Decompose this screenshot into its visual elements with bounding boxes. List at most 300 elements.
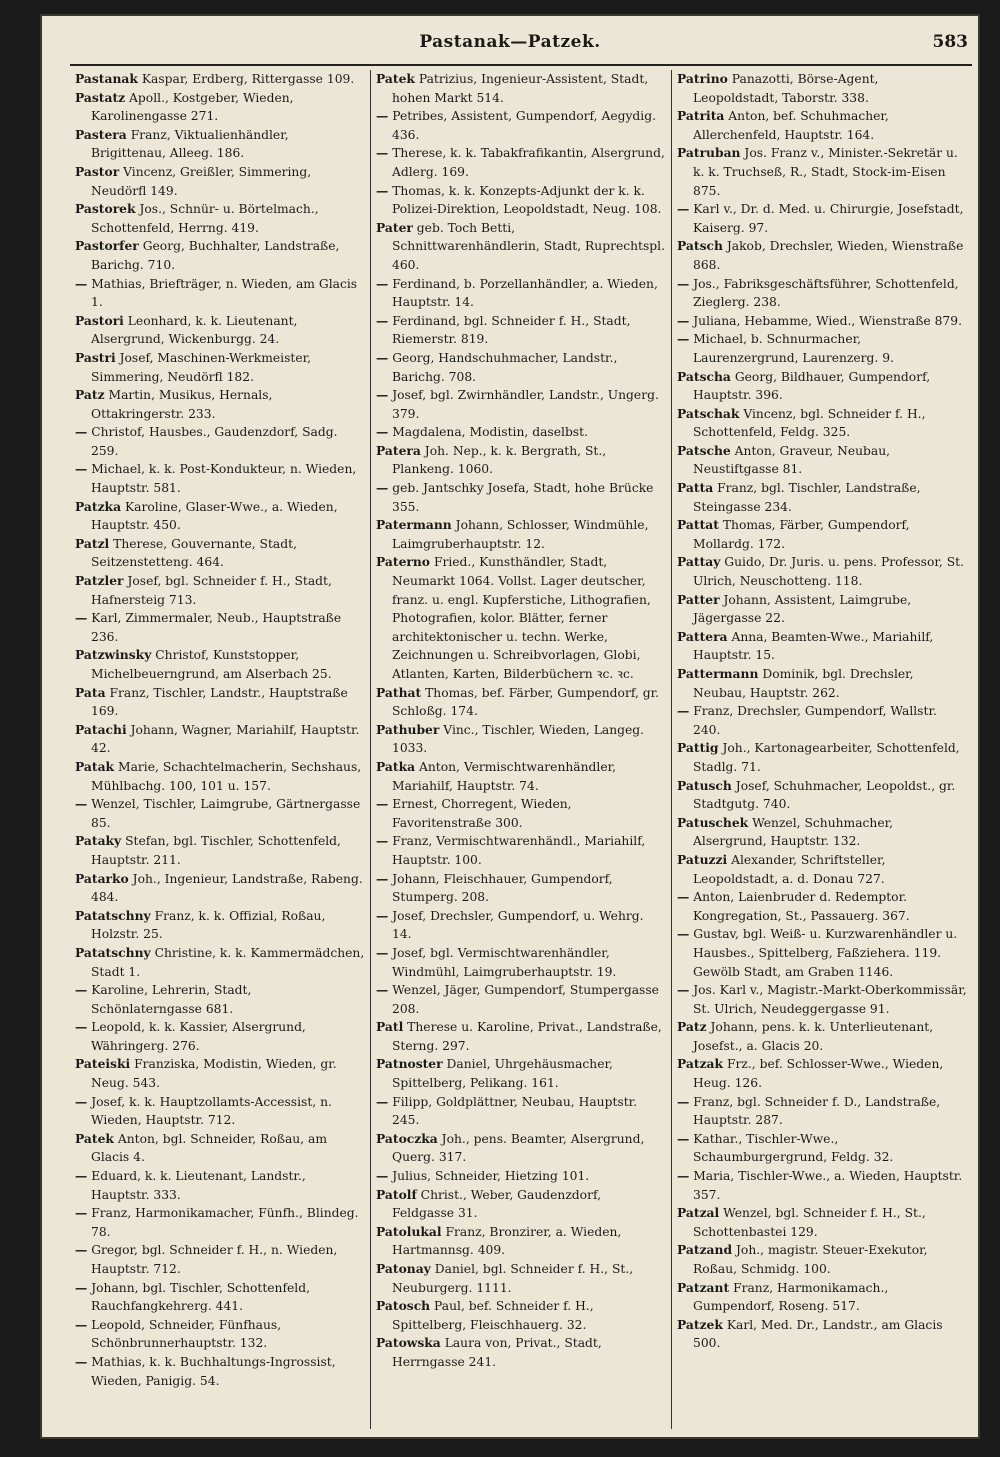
entry-details: Christ., Weber, Gaudenzdorf, Feldgasse 31. bbox=[392, 1187, 601, 1221]
entry-surname: Pathuber bbox=[376, 721, 440, 737]
entry-surname: Pastori bbox=[75, 312, 124, 328]
entry-details: Georg, Handschuhmacher, Landstr., Barichg. 708. bbox=[392, 350, 618, 384]
entry-details: Daniel, Uhrgehäusmacher, Spittelberg, Pelikang. 161. bbox=[392, 1057, 613, 1091]
directory-entry bbox=[376, 553, 666, 683]
directory-entry bbox=[75, 70, 365, 89]
directory-entry bbox=[376, 107, 666, 144]
entry-details: Jos. Karl v., Magistr.-Markt-Oberkommissär, St. Ulrich, Neudeggergasse 91. bbox=[693, 983, 967, 1016]
directory-entry bbox=[677, 553, 967, 590]
directory-entry bbox=[75, 460, 365, 497]
column-2 bbox=[370, 70, 671, 1429]
entry-surname: Patscha bbox=[677, 368, 731, 384]
directory-entry bbox=[75, 1093, 365, 1130]
entry-details: Franz, Drechsler, Gumpendorf, Wallstr. 240. bbox=[693, 704, 937, 737]
entry-details: Therese, k. k. Tabakfrafikantin, Alsergrund, Adlerg. 169. bbox=[392, 146, 665, 179]
entry-surname: — bbox=[75, 1019, 88, 1035]
directory-entry bbox=[376, 1223, 666, 1260]
entry-details: Josef, bgl. Schneider f. H., Stadt, Hafnersteig 713. bbox=[91, 574, 332, 607]
entry-surname: — bbox=[677, 312, 690, 328]
directory-entry bbox=[677, 330, 967, 367]
entry-details: Juliana, Hebamme, Wied., Wienstraße 879. bbox=[693, 313, 962, 328]
entry-details: Karl v., Dr. d. Med. u. Chirurgie, Josefstadt, Kaiserg. 97. bbox=[693, 202, 964, 235]
directory-entry bbox=[75, 275, 365, 312]
entry-surname: — bbox=[677, 201, 690, 217]
entry-surname: Pater bbox=[376, 219, 413, 235]
entry-details: Vincenz, bgl. Schneider f. H., Schottenfeld, Feldg. 325. bbox=[693, 406, 926, 440]
directory-entry bbox=[75, 944, 365, 981]
entry-surname: Pattermann bbox=[677, 666, 759, 681]
entry-surname: Pattera bbox=[677, 628, 728, 644]
entry-surname: Patuschek bbox=[677, 814, 749, 830]
directory-entry bbox=[75, 1167, 365, 1204]
entry-surname: — bbox=[376, 312, 389, 328]
directory-entry bbox=[75, 1353, 365, 1390]
entry-surname: — bbox=[677, 275, 690, 291]
directory-entry bbox=[75, 312, 365, 349]
entry-details: Johann, bgl. Tischler, Schottenfeld, Rauchfangkehrerg. 441. bbox=[91, 1280, 311, 1314]
directory-entry bbox=[677, 665, 967, 702]
directory-entry bbox=[75, 795, 365, 832]
entry-surname: Patzak bbox=[677, 1056, 724, 1072]
entry-surname: Pastorek bbox=[75, 201, 136, 217]
entry-details: Maria, Tischler-Wwe., a. Wieden, Hauptstr. 357. bbox=[693, 1169, 963, 1202]
directory-entry bbox=[75, 423, 365, 460]
entry-surname: Patoczka bbox=[376, 1130, 438, 1146]
entry-details: Josef, Maschinen-Werkmeister, Simmering, Neudörfl 182. bbox=[91, 350, 312, 384]
directory-entry bbox=[677, 628, 967, 665]
entry-surname: — bbox=[376, 349, 389, 365]
directory-entry bbox=[376, 442, 666, 479]
directory-entry bbox=[677, 237, 967, 274]
directory-entry bbox=[75, 200, 365, 237]
entry-surname: — bbox=[677, 1093, 690, 1109]
entry-surname: — bbox=[376, 145, 389, 161]
entry-surname: Paterno bbox=[376, 554, 431, 570]
directory-entry bbox=[677, 1130, 967, 1167]
entry-details: Josef, Drechsler, Gumpendorf, u. Wehrg. 14. bbox=[392, 908, 644, 942]
entry-details: Josef, Schuhmacher, Leopoldst., gr. Stadtgutg. 740. bbox=[693, 778, 956, 812]
entry-surname: — bbox=[75, 1316, 88, 1332]
directory-entry bbox=[677, 739, 967, 776]
entry-surname: — bbox=[376, 182, 389, 198]
entry-details: Joh. Nep., k. k. Bergrath, St., Plankeng. 1060. bbox=[392, 443, 607, 477]
entry-details: Joh., magistr. Steuer-Exekutor, Roßau, Schmidg. 100. bbox=[693, 1243, 928, 1276]
directory-entry bbox=[75, 1316, 365, 1353]
entry-surname: — bbox=[376, 480, 389, 496]
directory-entry bbox=[75, 1055, 365, 1092]
directory-entry bbox=[75, 907, 365, 944]
entry-surname: — bbox=[376, 1168, 389, 1184]
entry-details: Therese, Gouvernante, Stadt, Seitzenstetteng. 464. bbox=[91, 536, 297, 570]
entry-details: Fried., Kunsthändler, Stadt, Neumarkt 1064. Vollst. Lager deutscher, franz. u. engl. Kupferstiche, Lithografien, Photografien, kolor. Blätter, ferner architektonischer u. techn. Werke, Zeichnungen u. Schreibvorlagen, Globi, Atlanten, Karten, Bilderbüchern ꝛc. ꝛc. bbox=[392, 555, 651, 681]
entry-surname: Pattig bbox=[677, 740, 719, 756]
entry-details: Franz, bgl. Schneider f. D., Landstraße, Hauptstr. 287. bbox=[693, 1094, 941, 1128]
entry-surname: — bbox=[677, 1168, 690, 1184]
directory-entry bbox=[75, 758, 365, 795]
entry-details: Leopold, Schneider, Fünfhaus, Schönbrunnerhauptstr. 132. bbox=[91, 1317, 282, 1351]
entry-surname: Patl bbox=[376, 1019, 404, 1035]
directory-entry bbox=[677, 702, 967, 739]
entry-details: Franz, k. k. Offizial, Roßau, Holzstr. 25. bbox=[91, 908, 326, 942]
directory-entry bbox=[677, 1204, 967, 1241]
entry-surname: Patermann bbox=[376, 517, 452, 533]
entry-surname: — bbox=[376, 907, 389, 923]
entry-details: Johann, Schlosser, Windmühle, Laimgruberhauptstr. 12. bbox=[392, 518, 649, 551]
entry-surname: Patka bbox=[376, 758, 416, 774]
entry-surname: — bbox=[75, 1242, 88, 1258]
entry-details: Thomas, Färber, Gumpendorf, Mollardg. 172. bbox=[693, 518, 910, 551]
entry-surname: Patolukal bbox=[376, 1223, 442, 1239]
entry-surname: — bbox=[376, 833, 389, 849]
directory-entry bbox=[677, 479, 967, 516]
directory-entry bbox=[677, 591, 967, 628]
directory-entry bbox=[75, 1204, 365, 1241]
directory-entry bbox=[75, 1018, 365, 1055]
entry-details: Josef, k. k. Hauptzollamts-Accessist, n. Wieden, Hauptstr. 712. bbox=[91, 1094, 332, 1128]
directory-entry bbox=[677, 925, 967, 981]
entry-surname: Patta bbox=[677, 480, 714, 496]
entry-surname: Patowska bbox=[376, 1335, 441, 1351]
entry-surname: Patsch bbox=[677, 238, 723, 254]
directory-entry bbox=[376, 144, 666, 181]
entry-details: Frz., bef. Schlosser-Wwe., Wieden, Heug. 126. bbox=[693, 1057, 944, 1091]
entry-surname: — bbox=[376, 275, 389, 291]
directory-entry bbox=[75, 721, 365, 758]
entry-surname: Patarko bbox=[75, 870, 129, 886]
entry-details: Karl, Med. Dr., Landstr., am Glacis 500. bbox=[693, 1317, 943, 1351]
entry-surname: Patruban bbox=[677, 145, 741, 161]
directory-entry bbox=[376, 1260, 666, 1297]
entry-details: Georg, Buchhalter, Landstraße, Barichg. 710. bbox=[91, 239, 340, 272]
directory-entry bbox=[677, 405, 967, 442]
header-rule bbox=[70, 64, 972, 66]
entry-details: geb. Jantschky Josefa, Stadt, hohe Brücke 355. bbox=[392, 481, 654, 514]
directory-entry bbox=[677, 981, 967, 1018]
entry-details: Paul, bef. Schneider f. H., Spittelberg, Fleischhauerg. 32. bbox=[392, 1299, 594, 1332]
entry-details: Joh., Ingenieur, Landstraße, Rabeng. 484. bbox=[91, 871, 363, 905]
directory-entry bbox=[677, 1018, 967, 1055]
directory-entry bbox=[376, 684, 666, 721]
directory-entry bbox=[677, 1241, 967, 1278]
entry-surname: Pattay bbox=[677, 554, 721, 570]
directory-entry bbox=[75, 1241, 365, 1278]
entry-surname: Patsche bbox=[677, 442, 731, 458]
entry-surname: Patuzzi bbox=[677, 851, 728, 867]
entry-surname: — bbox=[376, 424, 389, 440]
directory-entry bbox=[677, 275, 967, 312]
entry-details: Thomas, bef. Färber, Gumpendorf, gr. Schloßg. 174. bbox=[392, 685, 660, 719]
entry-surname: — bbox=[677, 926, 690, 942]
entry-surname: Patzal bbox=[677, 1205, 720, 1221]
page-header bbox=[40, 32, 980, 62]
entry-surname: Pathat bbox=[376, 684, 422, 700]
entry-details: Mathias, Briefträger, n. Wieden, am Glacis 1. bbox=[91, 276, 358, 310]
directory-entry bbox=[376, 832, 666, 869]
entry-surname: — bbox=[677, 982, 690, 998]
entry-details: Michael, b. Schnurmacher, Laurenzergrund, Laurenzerg. 9. bbox=[693, 332, 894, 365]
directory-entry bbox=[75, 870, 365, 907]
directory-entry bbox=[376, 944, 666, 981]
entry-surname: — bbox=[376, 944, 389, 960]
entry-surname: Patera bbox=[376, 442, 421, 458]
entry-details: Wenzel, Tischler, Laimgrube, Gärtnergasse 85. bbox=[91, 797, 361, 830]
entry-details: Martin, Musikus, Hernals, Ottakringerstr. 233. bbox=[91, 388, 273, 421]
directory-entry bbox=[75, 609, 365, 646]
entry-surname: Patolf bbox=[376, 1186, 417, 1202]
entry-surname: Patek bbox=[376, 71, 415, 86]
entry-details: Franz, Harmonikamacher, Fünfh., Blindeg. 78. bbox=[91, 1206, 359, 1239]
entry-surname: Pateiski bbox=[75, 1056, 131, 1072]
entry-details: Ferdinand, b. Porzellanhändler, a. Wieden, Hauptstr. 14. bbox=[392, 276, 658, 310]
directory-entry bbox=[75, 386, 365, 423]
directory-entry bbox=[376, 1334, 666, 1371]
entry-surname: Pastatz bbox=[75, 89, 126, 105]
entry-details: Petribes, Assistent, Gumpendorf, Aegydig. 436. bbox=[392, 109, 657, 142]
directory-entry bbox=[376, 70, 666, 107]
entry-details: Jos., Fabriksgeschäftsführer, Schottenfeld, Zieglerg. 238. bbox=[693, 276, 959, 310]
entry-details: Daniel, bgl. Schneider f. H., St., Neuburgerg. 1111. bbox=[392, 1262, 634, 1295]
directory-entry bbox=[376, 907, 666, 944]
directory-entry bbox=[376, 721, 666, 758]
entry-details: Julius, Schneider, Hietzing 101. bbox=[392, 1169, 590, 1184]
entry-surname: — bbox=[376, 108, 389, 124]
directory-entry bbox=[376, 312, 666, 349]
directory-columns bbox=[70, 70, 972, 1429]
entry-surname: — bbox=[376, 387, 389, 403]
directory-entry bbox=[376, 219, 666, 275]
entry-details: Apoll., Kostgeber, Wieden, Karolinengasse 271. bbox=[91, 90, 294, 124]
entry-surname: — bbox=[75, 1093, 88, 1109]
entry-surname: — bbox=[677, 1130, 690, 1146]
entry-surname: Patak bbox=[75, 758, 115, 774]
entry-surname: — bbox=[376, 982, 389, 998]
entry-surname: Patachi bbox=[75, 721, 127, 737]
entry-surname: Patosch bbox=[376, 1298, 431, 1314]
entry-surname: — bbox=[677, 331, 690, 347]
entry-details: Anna, Beamten-Wwe., Mariahilf, Hauptstr. 15. bbox=[693, 629, 934, 663]
directory-entry bbox=[677, 1167, 967, 1204]
entry-details: Karoline, Lehrerin, Stadt, Schönlaterngasse 681. bbox=[91, 983, 252, 1016]
directory-entry bbox=[75, 572, 365, 609]
directory-entry bbox=[75, 832, 365, 869]
column-3 bbox=[671, 70, 972, 1429]
entry-details: Franz, Vermischtwarenhändl., Mariahilf, Hauptstr. 100. bbox=[392, 834, 646, 867]
directory-entry bbox=[75, 646, 365, 683]
directory-entry bbox=[376, 423, 666, 442]
directory-entry bbox=[75, 535, 365, 572]
entry-details: Karl, Zimmermaler, Neub., Hauptstraße 236. bbox=[91, 611, 342, 644]
entry-details: Kaspar, Erdberg, Rittergasse 109. bbox=[141, 72, 355, 86]
entry-surname: — bbox=[75, 275, 88, 291]
directory-entry bbox=[75, 237, 365, 274]
directory-entry bbox=[677, 70, 967, 107]
entry-details: Kathar., Tischler-Wwe., Schaumburgergrund, Feldg. 32. bbox=[693, 1131, 894, 1165]
entry-surname: Pattat bbox=[677, 517, 719, 533]
entry-surname: — bbox=[75, 1279, 88, 1295]
directory-entry bbox=[376, 1093, 666, 1130]
entry-details: Joh., Kartonagearbeiter, Schottenfeld, Stadlg. 71. bbox=[693, 741, 960, 774]
entry-details: Franz, Viktualienhändler, Brigittenau, Alleeg. 186. bbox=[91, 127, 289, 161]
directory-entry bbox=[376, 1055, 666, 1092]
entry-surname: Patek bbox=[75, 1130, 114, 1146]
directory-entry bbox=[677, 1279, 967, 1316]
entry-surname: Patzant bbox=[677, 1279, 730, 1295]
running-head: Pastanak—Patzek. bbox=[419, 32, 601, 52]
entry-surname: Pataky bbox=[75, 833, 122, 849]
directory-entry bbox=[677, 368, 967, 405]
entry-details: Mathias, k. k. Buchhaltungs-Ingrossist, Wieden, Panigig. 54. bbox=[91, 1354, 336, 1388]
entry-details: Franz, Bronzirer, a. Wieden, Hartmannsg. 409. bbox=[392, 1224, 622, 1258]
entry-details: Christine, k. k. Kammermädchen, Stadt 1. bbox=[91, 945, 365, 979]
entry-surname: Patschak bbox=[677, 405, 740, 421]
directory-entry bbox=[376, 795, 666, 832]
entry-details: Jakob, Drechsler, Wieden, Wienstraße 868. bbox=[693, 239, 964, 272]
entry-details: Wenzel, Jäger, Gumpendorf, Stumpergasse 208. bbox=[392, 983, 659, 1016]
entry-details: Patrizius, Ingenieur-Assistent, Stadt, hohen Markt 514. bbox=[392, 72, 649, 105]
entry-surname: Patrino bbox=[677, 71, 728, 86]
entry-details: Anton, bef. Schuhmacher, Allerchenfeld, Hauptstr. 164. bbox=[693, 109, 889, 142]
entry-details: Josef, bgl. Zwirnhändler, Landstr., Ungerg. 379. bbox=[392, 388, 659, 421]
directory-page bbox=[40, 14, 980, 1439]
directory-entry bbox=[376, 1186, 666, 1223]
directory-entry bbox=[376, 981, 666, 1018]
entry-details: Anton, Laienbruder d. Redemptor. Kongregation, St., Passauerg. 367. bbox=[693, 890, 910, 923]
directory-entry bbox=[677, 144, 967, 200]
directory-entry bbox=[376, 516, 666, 553]
entry-surname: — bbox=[75, 982, 88, 998]
entry-details: Franz, Harmonikamach., Gumpendorf, Roseng. 517. bbox=[693, 1280, 889, 1314]
directory-entry bbox=[677, 442, 967, 479]
entry-details: Karoline, Glaser-Wwe., a. Wieden, Hauptstr. 450. bbox=[91, 499, 338, 533]
entry-details: Wenzel, bgl. Schneider f. H., St., Schottenbastei 129. bbox=[693, 1206, 926, 1239]
entry-surname: Patzler bbox=[75, 573, 124, 589]
entry-details: Gregor, bgl. Schneider f. H., n. Wieden, Hauptstr. 712. bbox=[91, 1243, 338, 1276]
directory-entry bbox=[376, 479, 666, 516]
entry-surname: Patzwinsky bbox=[75, 647, 152, 663]
entry-details: Vinc., Tischler, Wieden, Langeg. 1033. bbox=[392, 722, 645, 756]
directory-entry bbox=[376, 275, 666, 312]
directory-entry bbox=[75, 981, 365, 1018]
entry-details: Christof, Kunststopper, Michelbeuerngrund, am Alserbach 25. bbox=[91, 648, 332, 681]
directory-entry bbox=[376, 1018, 666, 1055]
directory-entry bbox=[376, 758, 666, 795]
entry-surname: — bbox=[376, 796, 389, 812]
page-number: 583 bbox=[932, 32, 968, 52]
entry-surname: — bbox=[75, 1353, 88, 1369]
entry-details: Therese u. Karoline, Privat., Landstraße, Sterng. 297. bbox=[392, 1020, 662, 1053]
entry-details: Jos., Schnür- u. Börtelmach., Schottenfeld, Herrng. 419. bbox=[91, 202, 319, 235]
entry-surname: — bbox=[75, 796, 88, 812]
entry-surname: Patonay bbox=[376, 1261, 431, 1276]
directory-entry bbox=[75, 498, 365, 535]
entry-surname: — bbox=[75, 424, 88, 440]
entry-details: Franziska, Modistin, Wieden, gr. Neug. 543. bbox=[91, 1057, 337, 1091]
directory-entry bbox=[677, 888, 967, 925]
entry-details: Johann, pens. k. k. Unterlieutenant, Josefst., a. Glacis 20. bbox=[693, 1020, 934, 1053]
entry-details: Leonhard, k. k. Lieutenant, Alsergrund, Wickenburgg. 24. bbox=[91, 313, 298, 347]
directory-entry bbox=[677, 312, 967, 331]
entry-details: Leopold, k. k. Kassier, Alsergrund, Währingerg. 276. bbox=[91, 1020, 306, 1053]
directory-entry bbox=[75, 163, 365, 200]
entry-details: Gustav, bgl. Weiß- u. Kurzwarenhändler u. Hausbes., Spittelberg, Faßziehera. 119. Gewölb Stadt, am Graben 1146. bbox=[693, 927, 958, 979]
entry-surname: Patz bbox=[75, 387, 105, 403]
entry-details: Guido, Dr. Juris. u. pens. Professor, St. Ulrich, Neuschotteng. 118. bbox=[693, 555, 965, 589]
entry-details: Alexander, Schriftsteller, Leopoldstadt, a. d. Donau 727. bbox=[693, 852, 886, 886]
entry-details: Stefan, bgl. Tischler, Schottenfeld, Hauptstr. 211. bbox=[91, 834, 341, 867]
directory-entry bbox=[75, 126, 365, 163]
entry-details: Magdalena, Modistin, daselbst. bbox=[392, 425, 588, 440]
entry-surname: — bbox=[75, 610, 88, 626]
directory-entry bbox=[376, 386, 666, 423]
entry-surname: — bbox=[376, 1093, 389, 1109]
directory-entry bbox=[75, 1130, 365, 1167]
entry-surname: — bbox=[75, 1168, 88, 1184]
entry-details: Thomas, k. k. Konzepts-Adjunkt der k. k. Polizei-Direktion, Leopoldstadt, Neug. 108. bbox=[392, 183, 662, 217]
entry-details: Laura von, Privat., Stadt, Herrngasse 241. bbox=[392, 1336, 602, 1369]
entry-details: Franz, Tischler, Landstr., Hauptstraße 169. bbox=[91, 685, 348, 719]
entry-details: Eduard, k. k. Lieutenant, Landstr., Hauptstr. 333. bbox=[91, 1169, 306, 1202]
directory-entry bbox=[376, 1167, 666, 1186]
directory-entry bbox=[677, 851, 967, 888]
directory-entry bbox=[75, 349, 365, 386]
directory-entry bbox=[376, 182, 666, 219]
entry-details: Dominik, bgl. Drechsler, Neubau, Hauptstr. 262. bbox=[693, 667, 914, 700]
entry-surname: — bbox=[376, 870, 389, 886]
column-1 bbox=[70, 70, 370, 1429]
entry-surname: Patzl bbox=[75, 535, 110, 551]
entry-details: Ernest, Chorregent, Wieden, Favoritenstraße 300. bbox=[392, 797, 572, 830]
entry-details: Anton, Graveur, Neubau, Neustiftgasse 81. bbox=[693, 443, 891, 477]
directory-entry bbox=[677, 814, 967, 851]
entry-surname: Patrita bbox=[677, 108, 725, 124]
entry-details: Johann, Assistent, Laimgrube, Jägergasse 22. bbox=[693, 592, 912, 626]
entry-surname: Patzek bbox=[677, 1316, 723, 1332]
entry-surname: — bbox=[677, 889, 690, 905]
entry-details: Marie, Schachtelmacherin, Sechshaus, Mühlbachg. 100, 101 u. 157. bbox=[91, 759, 362, 793]
entry-surname: Pastri bbox=[75, 349, 116, 365]
entry-surname: — bbox=[677, 703, 690, 719]
entry-details: geb. Toch Betti, Schnittwarenhändlerin, Stadt, Ruprechtspl. 460. bbox=[392, 220, 666, 272]
directory-entry bbox=[677, 516, 967, 553]
directory-entry bbox=[75, 684, 365, 721]
directory-entry bbox=[677, 1055, 967, 1092]
entry-surname: Pastorfer bbox=[75, 238, 139, 254]
directory-entry bbox=[677, 200, 967, 237]
entry-surname: Patz bbox=[677, 1019, 707, 1035]
entry-details: Christof, Hausbes., Gaudenzdorf, Sadg. 259. bbox=[91, 425, 338, 458]
entry-details: Ferdinand, bgl. Schneider f. H., Stadt, Riemerstr. 819. bbox=[392, 313, 631, 347]
directory-entry bbox=[677, 777, 967, 814]
entry-details: Johann, Wagner, Mariahilf, Hauptstr. 42. bbox=[91, 722, 360, 756]
entry-details: Johann, Fleischhauer, Gumpendorf, Stumperg. 208. bbox=[392, 871, 613, 905]
directory-entry bbox=[376, 349, 666, 386]
entry-details: Joh., pens. Beamter, Alsergrund, Querg. 317. bbox=[392, 1131, 645, 1165]
entry-details: Filipp, Goldplättner, Neubau, Hauptstr. 245. bbox=[392, 1094, 638, 1128]
entry-surname: Pastera bbox=[75, 126, 127, 142]
directory-entry bbox=[677, 1316, 967, 1353]
entry-details: Josef, bgl. Vermischtwarenhändler, Windmühl, Laimgruberhauptstr. 19. bbox=[392, 945, 617, 979]
directory-entry bbox=[376, 870, 666, 907]
entry-surname: Patatschny bbox=[75, 907, 151, 923]
entry-details: Wenzel, Schuhmacher, Alsergrund, Hauptstr. 132. bbox=[693, 815, 894, 849]
directory-entry bbox=[376, 1130, 666, 1167]
entry-surname: Patatschny bbox=[75, 944, 151, 960]
entry-surname: Patnoster bbox=[376, 1056, 443, 1072]
entry-details: Anton, bgl. Schneider, Roßau, am Glacis 4. bbox=[91, 1131, 328, 1165]
entry-details: Jos. Franz v., Minister.-Sekretär u. k. k. Truchseß, R., Stadt, Stock-im-Eisen 875. bbox=[693, 146, 958, 198]
directory-entry bbox=[677, 1093, 967, 1130]
entry-details: Panazotti, Börse-Agent, Leopoldstadt, Taborstr. 338. bbox=[693, 72, 879, 105]
